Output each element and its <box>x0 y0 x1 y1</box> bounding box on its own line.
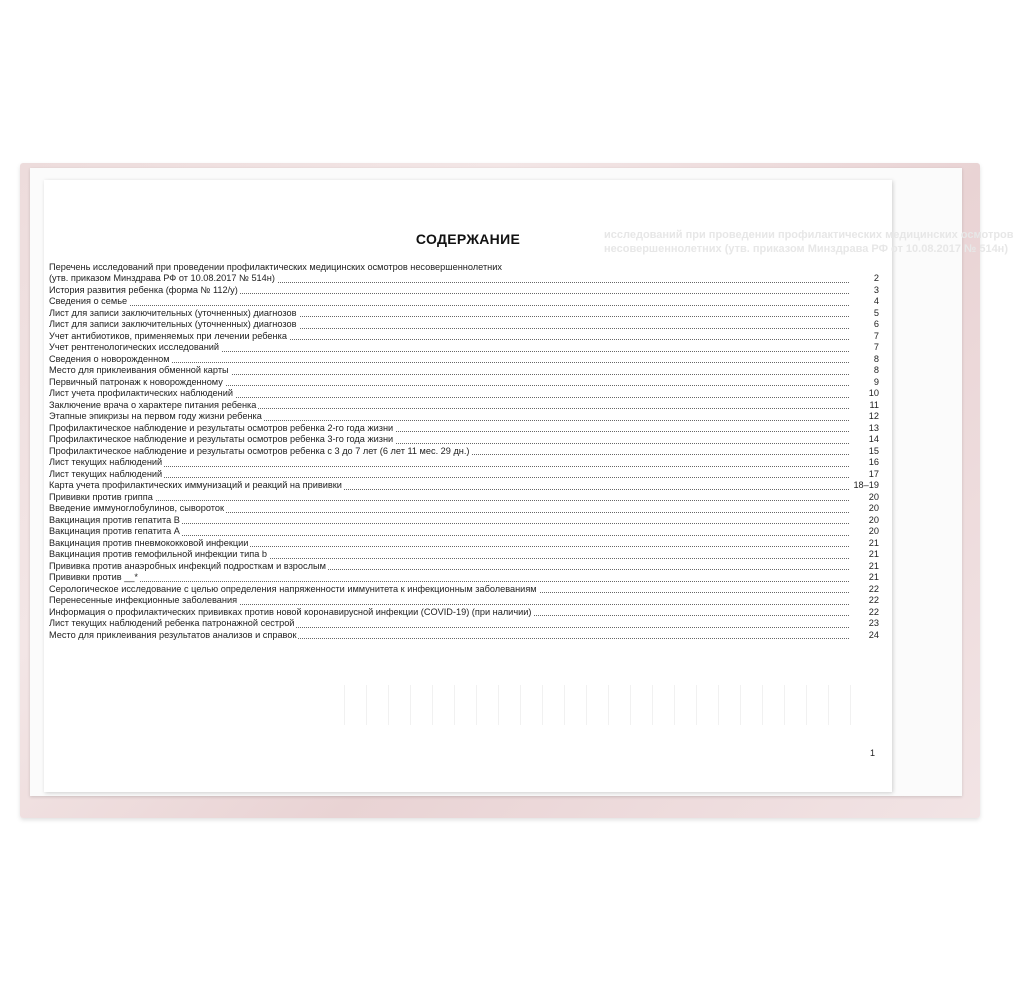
toc-entry <box>49 365 879 377</box>
toc-entry-title: (утв. приказом Минздрава РФ от 10.08.2017 № 514н) <box>49 273 275 283</box>
toc-entry <box>49 377 879 389</box>
toc-entry <box>49 584 879 596</box>
toc-entry <box>49 595 879 607</box>
toc-entry-page: 15 <box>866 446 879 458</box>
toc-entry-page: 2 <box>871 273 879 285</box>
toc-entry-page: 9 <box>871 377 879 389</box>
toc-entry <box>49 630 879 642</box>
toc-entry-page: 21 <box>866 561 879 573</box>
toc-entry-title: Вакцинация против гемофильной инфекции типа b <box>49 549 267 559</box>
dot-leader <box>49 305 849 306</box>
toc-entry-page: 13 <box>866 423 879 435</box>
toc-entry-title: Учет рентгенологических исследований <box>49 342 220 352</box>
dot-leader <box>49 581 849 582</box>
toc-entry <box>49 400 879 412</box>
toc-entry-title: Лист текущих наблюдений ребенка патронажной сестрой <box>49 618 295 628</box>
toc-entry-title: Профилактическое наблюдение и результаты осмотров ребенка 2-го года жизни <box>49 422 394 433</box>
toc-entry <box>49 423 879 435</box>
toc-heading-line: Перечень исследований при проведении профилактических медицинских осмотров несовершеннолетних <box>49 262 502 272</box>
toc-entry-page: 10 <box>866 388 879 400</box>
toc-entry-title: Профилактическое наблюдение и результаты осмотров ребенка с 3 до 7 лет (6 лет 11 мес. 29 дн.) <box>49 445 470 456</box>
toc-entry-title: Вакцинация против пневмококковой инфекции <box>49 537 249 548</box>
toc-entry-page: 20 <box>866 503 879 515</box>
toc-entry-title: Информация о профилактических прививках против новой коронавирусной инфекции (COVID-19) (при наличии) <box>49 606 532 617</box>
show-through-grid <box>344 685 864 725</box>
toc-entry-page: 22 <box>866 607 879 619</box>
toc-entry <box>49 273 879 285</box>
toc-entry-page: 20 <box>866 515 879 527</box>
toc-entry <box>49 561 879 573</box>
toc-entry-title: Этапные эпикризы на первом году жизни ребенка <box>49 411 262 421</box>
toc-entry-title: Вакцинация против гепатита В <box>49 514 180 525</box>
toc-entry-title: Учет антибиотиков, применяемых при лечении ребенка <box>49 330 287 341</box>
toc-entry <box>49 308 879 320</box>
toc-entry <box>49 503 879 515</box>
toc-entry-title: Перенесенные инфекционные заболевания <box>49 595 238 605</box>
toc-entry-page: 6 <box>871 319 879 331</box>
toc-entry-title: Сведения о новорожденном <box>49 353 170 364</box>
toc-entry-title: Первичный патронаж к новорожденному <box>49 376 223 387</box>
toc-entry-title: Сведения о семье <box>49 296 128 306</box>
toc-entry-title: Вакцинация против гепатита А <box>49 526 180 536</box>
toc-entry-title: История развития ребенка (форма № 112/у) <box>49 284 238 295</box>
toc-entry-page: 8 <box>871 354 879 366</box>
toc-entry-page: 12 <box>866 411 879 423</box>
toc-entry <box>49 285 879 297</box>
toc-entry <box>49 457 879 469</box>
toc-entry-page: 24 <box>866 630 879 642</box>
toc-entry <box>49 538 879 550</box>
toc-entry-page: 22 <box>866 584 879 596</box>
toc-entry <box>49 296 879 308</box>
toc-entry-title: Место для приклеивания результатов анализов и справок <box>49 629 297 640</box>
toc-entry-page: 17 <box>866 469 879 481</box>
toc-entry <box>49 411 879 423</box>
toc-entry <box>49 607 879 619</box>
show-through-text: исследований при проведении профилактических медицинских осмотров несовершеннолетних (утв. приказом Минздрава РФ от 10.08.2017 № 514н) <box>604 229 1014 255</box>
toc-entry-title: Лист текущих наблюдений <box>49 457 163 467</box>
toc-entry-page: 16 <box>866 457 879 469</box>
toc-entry <box>49 572 879 584</box>
toc-entry <box>49 492 879 504</box>
toc-entry <box>49 549 879 561</box>
toc-entry-title: Прививки против __* <box>49 572 139 582</box>
toc-entry <box>49 526 879 538</box>
toc-entry-title: Лист для записи заключительных (уточненных) диагнозов <box>49 319 297 329</box>
table-of-contents <box>49 262 879 641</box>
toc-entry <box>49 446 879 458</box>
toc-entry <box>49 480 879 492</box>
toc-entry <box>49 388 879 400</box>
page-number: 1 <box>870 748 876 758</box>
toc-entry-page: 3 <box>871 285 879 297</box>
toc-entry-title: Карта учета профилактических иммунизаций и реакций на прививки <box>49 480 342 490</box>
toc-entry-page: 20 <box>866 526 879 538</box>
toc-entry <box>49 354 879 366</box>
toc-entry-page: 5 <box>871 308 879 320</box>
toc-entry-page: 8 <box>871 365 879 377</box>
toc-entry-title: Лист для записи заключительных (уточненных) диагнозов <box>49 307 297 318</box>
toc-entry <box>49 469 879 481</box>
toc-entry-page: 21 <box>866 572 879 584</box>
toc-entry-page: 18–19 <box>850 480 879 492</box>
toc-entry <box>49 434 879 446</box>
toc-entry-title: Прививки против гриппа <box>49 491 153 502</box>
toc-entry-page: 4 <box>871 296 879 308</box>
dot-leader <box>49 500 849 501</box>
toc-entry <box>49 618 879 630</box>
toc-entry <box>49 331 879 343</box>
toc-entry-title: Введение иммуноглобулинов, сывороток <box>49 503 224 513</box>
toc-entry-page: 7 <box>871 342 879 354</box>
toc-entry-page: 22 <box>866 595 879 607</box>
toc-entry-page: 7 <box>871 331 879 343</box>
toc-entry-page: 20 <box>866 492 879 504</box>
page-title: СОДЕРЖАНИЕ <box>415 231 521 247</box>
toc-entry-page: 14 <box>866 434 879 446</box>
toc-entry <box>49 342 879 354</box>
toc-entry-title: Заключение врача о характере питания ребенка <box>49 399 257 410</box>
toc-entry <box>49 515 879 527</box>
toc-entry-page: 23 <box>866 618 879 630</box>
toc-entry-title: Профилактическое наблюдение и результаты осмотров ребенка 3-го года жизни <box>49 434 394 444</box>
toc-entry-page: 21 <box>866 549 879 561</box>
toc-entry-title: Лист текущих наблюдений <box>49 468 163 479</box>
dot-leader <box>49 477 849 478</box>
toc-entry-title: Прививка против анаэробных инфекций подросткам и взрослым <box>49 560 326 571</box>
toc-entry-title: Место для приклеивания обменной карты <box>49 365 229 375</box>
toc-entry <box>49 319 879 331</box>
toc-entry-title: Серологическое исследование с целью определения напряженности иммунитета к инфекционным заболеваниям <box>49 583 537 594</box>
toc-entry-page: 21 <box>866 538 879 550</box>
toc-entry-page: 11 <box>866 400 879 412</box>
contents-page <box>44 180 1014 792</box>
dot-leader <box>49 466 849 467</box>
toc-entry-title: Лист учета профилактических наблюдений <box>49 388 233 398</box>
